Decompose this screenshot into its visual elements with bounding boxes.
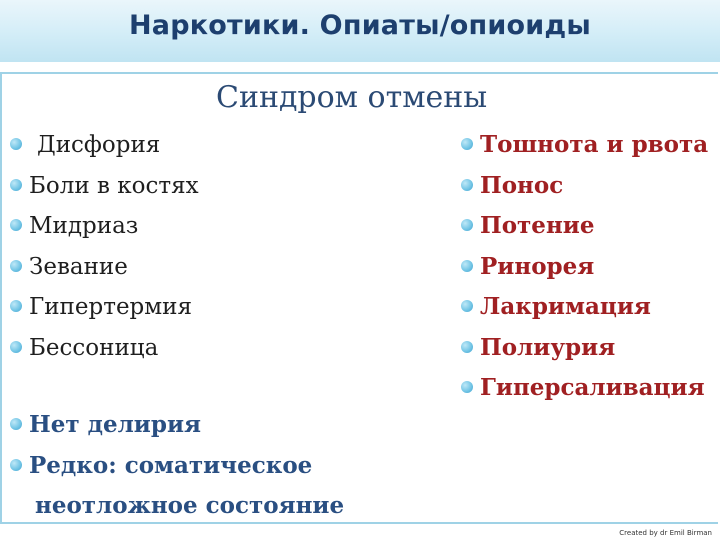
bullet-icon (10, 260, 22, 272)
list-item (461, 211, 708, 252)
list-item (10, 451, 344, 492)
slide-subtitle: Синдром отмены (216, 80, 488, 115)
symptom-text: Полиурия (480, 333, 616, 361)
list-item (461, 292, 708, 333)
list-item (10, 252, 199, 293)
bullet-icon (461, 381, 473, 393)
symptom-text: Бессоница (29, 334, 159, 361)
list-item-continuation (10, 491, 344, 532)
note-list (10, 410, 344, 532)
list-item (461, 333, 708, 374)
list-item (10, 292, 199, 333)
symptom-text: Зевание (29, 253, 128, 280)
credit-text: Created by dr Emil Birman (619, 529, 712, 537)
note-text: неотложное состояние (35, 492, 345, 519)
list-item (10, 130, 199, 171)
symptom-text: Потение (480, 212, 595, 239)
bullet-icon (461, 300, 473, 312)
list-item (461, 252, 708, 293)
symptom-text: Гиперсаливация (480, 374, 705, 401)
list-item (461, 130, 708, 171)
bullet-icon (461, 219, 473, 231)
bullet-icon (10, 219, 22, 231)
bullet-icon (10, 341, 22, 353)
symptom-text: Тошнота и рвота (480, 131, 709, 158)
bullet-icon (10, 418, 22, 430)
bullet-icon (10, 459, 22, 471)
symptom-text: Лакримация (480, 293, 651, 320)
list-item (10, 171, 199, 212)
list-item (461, 373, 708, 414)
list-item (10, 333, 199, 374)
note-text: Нет делирия (29, 411, 201, 438)
symptom-text: Боли в костях (29, 172, 199, 199)
slide-title: Наркотики. Опиаты/опиоиды (129, 10, 591, 41)
symptom-text: Дисфория (37, 132, 161, 158)
bullet-icon (461, 179, 473, 191)
list-item (461, 171, 708, 212)
symptom-list-right (461, 130, 708, 414)
bullet-icon (461, 138, 473, 150)
symptom-text: Мидриаз (29, 213, 139, 239)
symptom-text: Ринорея (480, 252, 595, 280)
symptom-text: Понос (480, 171, 564, 199)
list-item (10, 211, 199, 252)
bullet-icon (10, 138, 22, 150)
note-text: Редко: соматическое (29, 451, 313, 479)
symptom-list-left (10, 130, 199, 373)
bullet-icon (10, 300, 22, 312)
bullet-icon (10, 179, 22, 191)
bullet-icon (461, 260, 473, 272)
symptom-text: Гипертермия (29, 294, 193, 320)
bullet-icon (461, 341, 473, 353)
list-item (10, 410, 344, 451)
